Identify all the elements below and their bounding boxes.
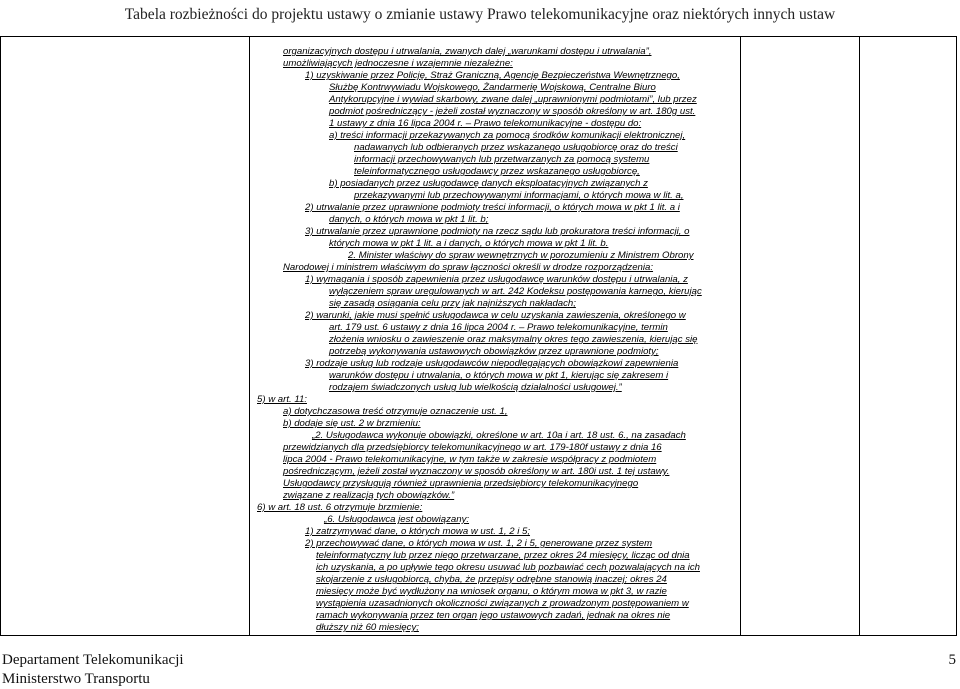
page-header — [0, 0, 960, 34]
text-line: „2. Usługodawca wykonuje obowiązki, określone w art. 10a i art. 18 ust. 6., na zasadach — [312, 430, 686, 441]
text-line: podmiot pośredniczący - jeżeli został wyznaczony w sposób określony w art. 180g ust. — [329, 106, 696, 117]
text-line: Służbę Kontrwywiadu Wojskowego, Żandarmerię Wojskową, Centralne Biuro — [329, 82, 656, 93]
column-divider-3 — [859, 36, 860, 636]
text-line: lipca 2004 - Prawo telekomunikacyjne, w tym także w zakresie współpracy z podmiotem — [283, 454, 657, 465]
text-line: 6) w art. 18 ust. 6 otrzymuje brzmienie: — [257, 502, 423, 513]
text-line: 5) w art. 11: — [257, 394, 307, 405]
footer-organization — [2, 651, 184, 689]
text-line: b) posiadanych przez usługodawcę danych eksploatacyjnych związanych z — [329, 178, 648, 189]
text-line: wystąpienia uzasadnionych okoliczności związanych z prowadzonym postępowaniem w — [316, 598, 689, 609]
page-number: 5 — [948, 652, 956, 668]
text-line: Usługodawcy przysługują również uprawnienia przedsiębiorcy telekomunikacyjnego — [283, 478, 639, 489]
text-line: 3) utrwalanie przez uprawnione podmioty na rzecz sądu lub prokuratora treści informacji, o — [305, 226, 690, 237]
footer-department: Departament Telekomunikacji — [2, 652, 184, 668]
text-line: umożliwiających jednoczesne i wzajemnie niezależne: — [283, 58, 513, 69]
text-line: organizacyjnych dostępu i utrwalania, zwanych dalej „warunkami dostępu i utrwalania”, — [283, 46, 652, 57]
text-line: których mowa w pkt 1 lit. a i danych, o których mowa w pkt 1 lit. b. — [329, 238, 609, 249]
text-line: 3) rodzaje usług lub rodzaje usługodawców niepodlegających obowiązkowi zapewnienia — [305, 358, 679, 369]
text-line: a) treści informacji przekazywanych za pomocą środków komunikacji elektronicznej, — [329, 130, 686, 141]
text-line: ich uzyskania, a po upływie tego okresu usuwać lub pozbawiać cech pozwalających na ich — [316, 562, 700, 573]
page-footer — [0, 651, 960, 689]
text-line: 2) warunki, jakie musi spełnić usługodawca w celu uzyskania zawieszenia, określonego w — [305, 310, 686, 321]
table-cell-text — [0, 46, 740, 636]
text-line: ramach wykonywania przez ten organ jego ustawowych zadań, jednak na okres nie — [316, 610, 671, 621]
text-line: Antykorupcyjne i wywiad skarbowy, zwane dalej „uprawnionymi podmiotami”, lub przez — [329, 94, 697, 105]
text-line: przekazywanymi lub przechowywanymi informacjami, o których mowa w lit. a, — [354, 190, 684, 201]
text-line: nadawanych lub odbieranych przez wskazanego usługobiorcę oraz do treści — [354, 142, 678, 153]
text-line: się zasadą osiągania celu przy jak najniższych nakładach; — [329, 298, 576, 309]
text-line: pośredniczącym, jeżeli został wyznaczony w sposób określony w art. 180i ust. 1 tej ustawy. — [283, 466, 670, 477]
text-line: 2) przechowywać dane, o których mowa w ust. 1, 2 i 5, generowane przez system — [305, 538, 653, 549]
text-line: dłuższy niż 60 miesięcy; — [316, 622, 419, 633]
text-line: b) dodaje się ust. 2 w brzmieniu: — [283, 418, 421, 429]
text-line: teleinformatyczny lub przez niego przetwarzane, przez okres 24 miesięcy, licząc od dnia — [316, 550, 690, 561]
text-line: złożenia wniosku o zawieszenie oraz maksymalny okres tego zawieszenia, kierując się — [329, 334, 698, 345]
text-line: informacji przechowywanych lub przetwarzanych za pomocą systemu — [354, 154, 650, 165]
text-line: wyłączeniem spraw uregulowanych w art. 242 Kodeksu postępowania karnego, kierując — [329, 286, 702, 297]
text-line: związane z realizacją tych obowiązków.” — [283, 490, 455, 501]
text-line: Narodowej i ministrem właściwym do spraw łączności określi w drodze rozporządzenia: — [283, 262, 654, 273]
text-line: 1 ustawy z dnia 16 lipca 2004 r. – Prawo telekomunikacyjne - dostępu do: — [329, 118, 642, 129]
text-line: a) dotychczasowa treść otrzymuje oznaczenie ust. 1, — [283, 406, 508, 417]
text-line: art. 179 ust. 6 ustawy z dnia 16 lipca 2004 r. – Prawo telekomunikacyjne, termin — [329, 322, 668, 333]
footer-ministry: Ministerstwo Transportu — [2, 671, 150, 687]
document-title: Tabela rozbieżności do projektu ustawy o zmianie ustawy Prawo telekomunikacyjne oraz niektórych innych ustaw — [124, 6, 836, 23]
text-line: 2) utrwalanie przez uprawnione podmioty treści informacji, o których mowa w pkt 1 lit. a i — [305, 202, 680, 213]
text-line: warunków dostępu i utrwalania, o których mowa w pkt 1, kierując się zakresem i — [329, 370, 669, 381]
text-line: miesięcy może być wydłużony na wniosek organu, o którym mowa w pkt 3, w razie — [316, 586, 667, 597]
text-line: „6. Usługodawca jest obowiązany: — [324, 514, 470, 525]
text-line: teleinformatycznego usługodawcy przez wskazanego usługobiorcę, — [354, 166, 640, 177]
text-line: rodzajem świadczonych usług lub wielkością działalności usługowej.” — [329, 382, 622, 393]
column-divider-2 — [740, 36, 741, 636]
text-line: 1) wymagania i sposób zapewnienia przez usługodawcę warunków dostępu i utrwalania, z — [305, 274, 688, 285]
text-line: 2. Minister właściwy do spraw wewnętrznych w porozumieniu z Ministrem Obrony — [348, 250, 694, 261]
text-line: skojarzenie z usługobiorcą, chyba, że przepisy odrębne stanowią inaczej; okres 24 — [316, 574, 667, 585]
text-line: danych, o których mowa w pkt 1 lit. b; — [329, 214, 489, 225]
text-line: 1) zatrzymywać dane, o których mowa w ust. 1, 2 i 5; — [305, 526, 531, 537]
text-line: przewidzianych dla przedsiębiorcy telekomunikacyjnego w art. 179-180f ustawy z dnia 16 — [283, 442, 662, 453]
text-line: potrzebą wykonywania ustawowych obowiązków przez uprawnione podmioty; — [329, 346, 659, 357]
text-line: 1) uzyskiwanie przez Policję, Straż Graniczną, Agencję Bezpieczeństwa Wewnętrznego, — [305, 70, 680, 81]
